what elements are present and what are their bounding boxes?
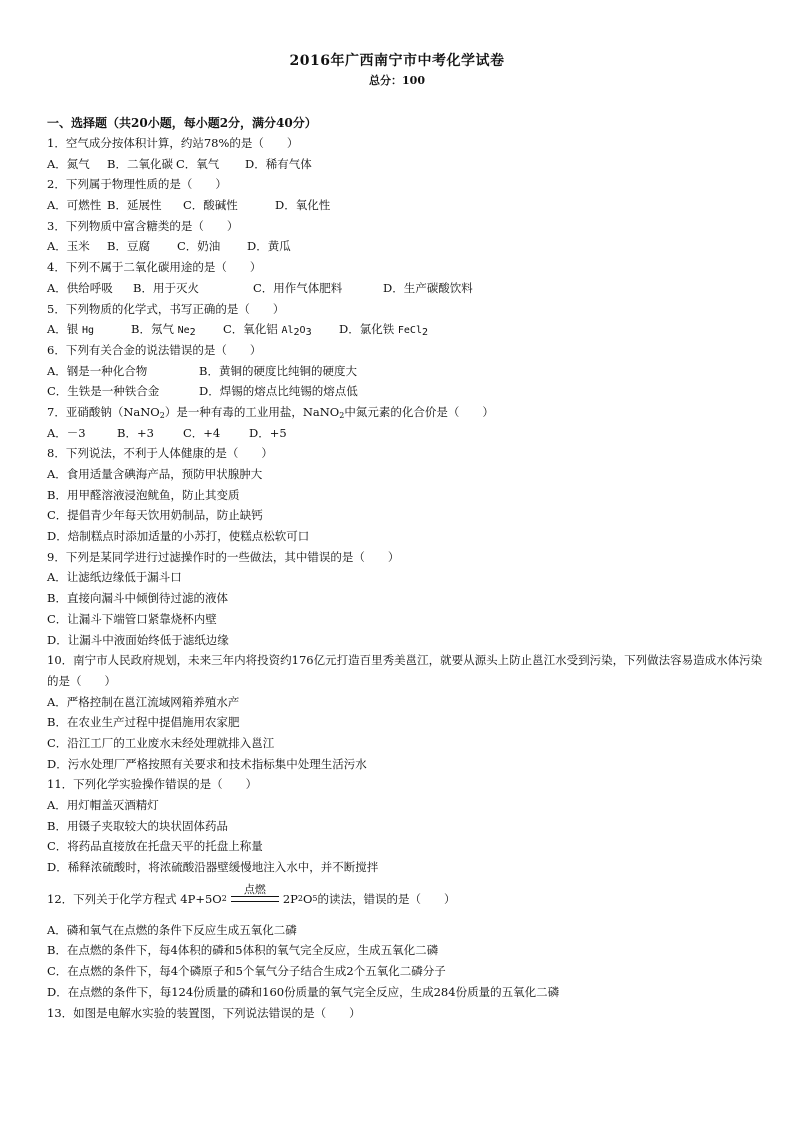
option-d: D．让漏斗中液面始终低于滤纸边缘 bbox=[47, 632, 229, 647]
option-c: C．酸碱性 bbox=[183, 198, 238, 213]
option-c: C．奶油 bbox=[177, 239, 221, 254]
option-b: B．在农业生产过程中提倡施用农家肥 bbox=[47, 715, 240, 730]
question-7-options bbox=[47, 423, 767, 444]
option-c: C．沿江工厂的工业废水未经处理就排入邕江 bbox=[47, 735, 275, 750]
option-a: A．让滤纸边缘低于漏斗口 bbox=[47, 570, 182, 585]
total-score: 总分：100 bbox=[369, 74, 425, 87]
question-12-stem: 12．下列关于化学方程式 4P+5O 2 点燃 2P 2 O 5 的读法，错误的是（ ） bbox=[47, 882, 456, 906]
question-13-stem: 13．如图是电解水实验的装置图，下列说法错误的是（ ） bbox=[47, 1005, 361, 1020]
option-a: A．玉米 bbox=[47, 239, 90, 254]
question-1-options bbox=[47, 154, 767, 175]
option-b: B．在点燃的条件下，每4体积的磷和5体积的氧气完全反应，生成五氧化二磷 bbox=[47, 943, 439, 958]
option-a: A．银 Hg bbox=[47, 322, 95, 337]
option-b: B．氖气 $Ne_2$ bbox=[131, 322, 196, 339]
question-6-stem: 6．下列有关合金的说法错误的是（ ） bbox=[47, 342, 262, 357]
option-c: C．让漏斗下端管口紧靠烧杯内壁 bbox=[47, 611, 217, 626]
option-d: D．污水处理厂严格按照有关要求和技术指标集中处理生活污水 bbox=[47, 756, 367, 771]
option-b: B．+3 bbox=[117, 425, 154, 440]
option-c: C．在点燃的条件下，每4个磷原子和5个氧气分子结合生成2个五氧化二磷分子 bbox=[47, 964, 446, 979]
option-a: A．钢是一种化合物 bbox=[47, 363, 148, 378]
section-heading: 一、选择题（共20小题，每小题2分，满分40分） bbox=[47, 116, 317, 130]
option-c: C．氧气 bbox=[176, 156, 220, 171]
question-6-options-cd bbox=[47, 381, 767, 402]
question-4-options bbox=[47, 278, 767, 299]
option-a: A．可燃性 bbox=[47, 198, 102, 213]
question-5-options bbox=[47, 319, 767, 340]
option-b: B．二氧化碳 bbox=[107, 156, 173, 171]
option-b: B．用于灭火 bbox=[133, 280, 199, 295]
option-c: C．生铁是一种铁合金 bbox=[47, 384, 160, 399]
option-c: C．氧化铝 $Al_2O_3$ bbox=[223, 322, 312, 339]
option-b: B．黄铜的硬度比纯铜的硬度大 bbox=[199, 363, 357, 378]
option-a: A．磷和氧气在点燃的条件下反应生成五氧化二磷 bbox=[47, 922, 297, 937]
option-d: D．稀释浓硫酸时，将浓硫酸沿器壁缓慢地注入水中，并不断搅拌 bbox=[47, 860, 379, 875]
question-10-stem: 10．南宁市人民政府规划，未来三年内将投资约176亿元打造百里秀美邕江，就要从源头上防止邕江水受到污染，下列做法容易造成水体污染的是（ ） bbox=[47, 653, 763, 688]
question-2-stem: 2．下列属于物理性质的是（ ） bbox=[47, 177, 227, 192]
question-3-options bbox=[47, 236, 767, 257]
question-7-stem: 7．亚硝酸钠（NaNO$_2$）是一种有毒的工业用盐，NaNO$_2$中氮元素的化合价是（ ） bbox=[47, 404, 494, 420]
option-a: A．食用适量含碘海产品，预防甲状腺肿大 bbox=[47, 467, 263, 481]
option-a: A．严格控制在邕江流域网箱养殖水产 bbox=[47, 694, 240, 709]
option-b: B．延展性 bbox=[107, 198, 162, 213]
question-6-options-ab bbox=[47, 361, 767, 382]
option-a: A．氮气 bbox=[47, 156, 90, 171]
option-d: D．氯化铁 FeCl$_2$ bbox=[339, 322, 429, 339]
question-2-options bbox=[47, 195, 767, 216]
option-b: B．用甲醛溶液浸泡鱿鱼，防止其变质 bbox=[47, 487, 240, 502]
option-a: A．用灯帽盖灭酒精灯 bbox=[47, 798, 159, 813]
reaction-condition: 点燃 bbox=[231, 884, 279, 902]
option-d: D．黄瓜 bbox=[247, 239, 291, 254]
option-c: C．提倡青少年每天饮用奶制品，防止缺钙 bbox=[47, 508, 263, 523]
option-d: D．+5 bbox=[249, 425, 287, 440]
question-1-stem: 1．空气成分按体积计算，约站78%的是（ ） bbox=[47, 136, 299, 150]
question-5-stem: 5．下列物质的化学式，书写正确的是（ ） bbox=[47, 301, 285, 316]
option-c: C．用作气体肥料 bbox=[253, 280, 343, 295]
question-list bbox=[47, 133, 767, 1023]
question-4-stem: 4．下列不属于二氧化碳用途的是（ ） bbox=[47, 260, 262, 275]
question-9-stem: 9．下列是某同学进行过滤操作时的一些做法，其中错误的是（ ） bbox=[47, 549, 400, 564]
option-a: A．供给呼吸 bbox=[47, 280, 113, 295]
option-d: D．生产碳酸饮料 bbox=[383, 280, 473, 295]
option-b: B．豆腐 bbox=[107, 239, 150, 254]
option-d: D．稀有气体 bbox=[245, 156, 312, 171]
question-8-stem: 8．下列说法，不利于人体健康的是（ ） bbox=[47, 446, 273, 461]
option-d: D．氧化性 bbox=[275, 198, 331, 213]
question-3-stem: 3．下列物质中富含糖类的是（ ） bbox=[47, 218, 239, 233]
option-d: D．焊锡的熔点比纯锡的熔点低 bbox=[199, 384, 358, 399]
option-c: C．+4 bbox=[183, 425, 221, 440]
question-11-stem: 11．下列化学实验操作错误的是（ ） bbox=[47, 777, 258, 792]
option-d: D．在点燃的条件下，每124份质量的磷和160份质量的氧气完全反应，生成284份质量的五氧化二磷 bbox=[47, 984, 560, 999]
option-b: B．用镊子夹取较大的块状固体药品 bbox=[47, 818, 228, 833]
option-b: B．直接向漏斗中倾倒待过滤的液体 bbox=[47, 591, 228, 606]
option-a: A．－3 bbox=[47, 425, 86, 440]
page-title: 2016年广西南宁市中考化学试卷 bbox=[289, 53, 505, 69]
option-d: D．焙制糕点时添加适量的小苏打，使糕点松软可口 bbox=[47, 529, 310, 544]
option-c: C．将药品直接放在托盘天平的托盘上称量 bbox=[47, 839, 263, 854]
